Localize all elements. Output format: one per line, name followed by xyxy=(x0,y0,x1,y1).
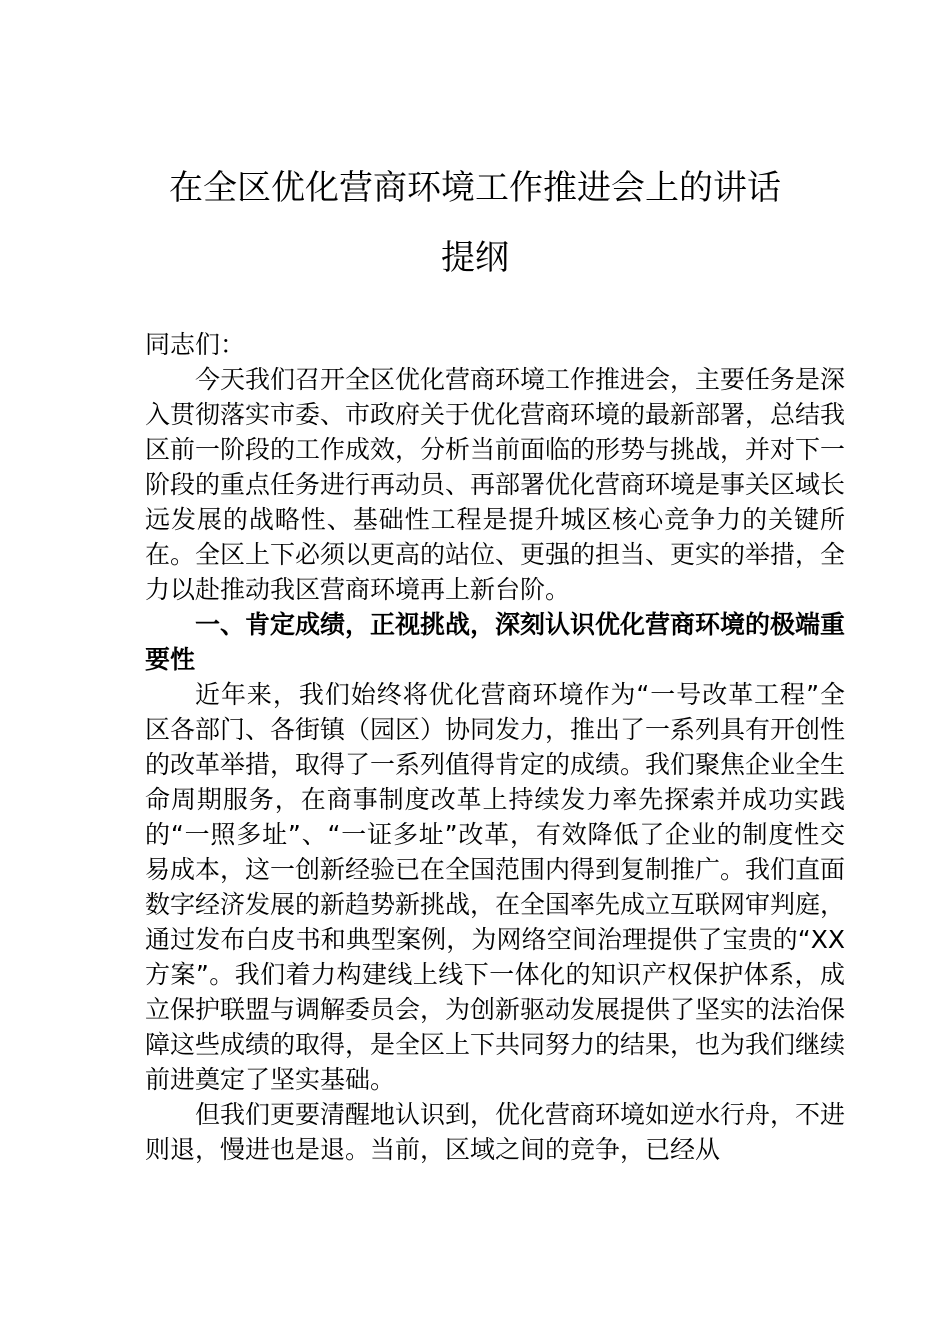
paragraph-achievements: 近年来，我们始终将优化营商环境作为“一号改革工程”全区各部门、各街镇（园区）协同发力，推出了一系列具有开创性的改革举措，取得了一系列值得肯定的成绩。我们聚焦企业全生命周期服务，在商事制度改革上持续发力率先探索并成功实践的“一照多址”、“一证多址”改革，有效降低了企业的制度性交易成本，这一创新经验已在全国范围内得到复制推广。我们直面数字经济发展的新趋势新挑战，在全国率先成立互联网审判庭，通过发布白皮书和典型案例，为网络空间治理提供了宝贵的“XX 方案”。我们着力构建线上线下一体化的知识产权保护体系，成立保护联盟与调解委员会，为创新驱动发展提供了坚实的法治保障这些成绩的取得，是全区上下共同努力的结果，也为我们继续前进奠定了坚实基础。 xyxy=(145,680,846,1094)
salutation: 同志们： xyxy=(145,330,246,359)
document-title-line-2: 提纲 xyxy=(441,238,509,278)
document-body xyxy=(145,327,845,1167)
paragraph-intro: 今天我们召开全区优化营商环境工作推进会，主要任务是深入贯彻落实市委、市政府关于优化营商环境的最新部署，总结我区前一阶段的工作成效，分析当前面临的形势与挑战，并对下一阶段的重点任务进行再动员、再部署优化营商环境是事关区域长远发展的战略性、基础性工程是提升城区核心竞争力的关键所在。全区上下必须以更高的站位、更强的担当、更实的举措，全力以赴推动我区营商环境再上新台阶。 xyxy=(145,365,846,604)
section-heading-1: 一、肯定成绩，正视挑战，深刻认识优化营商环境的极端重要性 xyxy=(145,610,846,674)
document-title-line-1: 在全区优化营商环境工作推进会上的讲话 xyxy=(169,168,781,208)
paragraph-challenges: 但我们更要清醒地认识到，优化营商环境如逆水行舟，不进则退，慢进也是退。当前，区域之间的竞争，已经从 xyxy=(145,1100,846,1164)
